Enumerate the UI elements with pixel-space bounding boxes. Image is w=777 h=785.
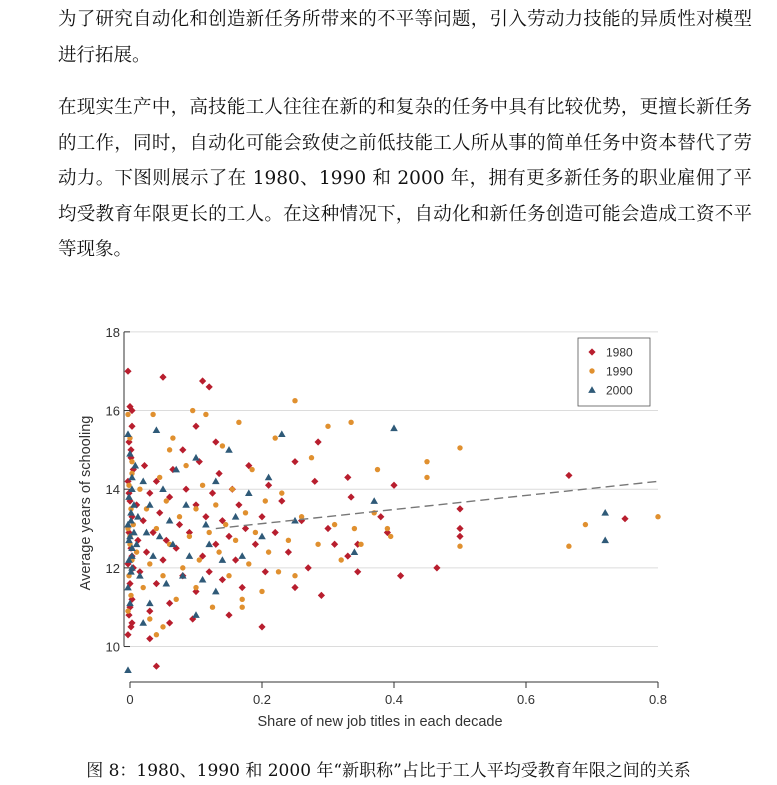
point-1990 xyxy=(243,510,248,515)
point-1990 xyxy=(147,561,152,566)
x-tick-label: 0.4 xyxy=(384,692,404,707)
point-1990 xyxy=(157,475,162,480)
point-1990 xyxy=(216,549,221,554)
point-1990 xyxy=(226,573,231,578)
point-1990 xyxy=(246,561,251,566)
point-1990 xyxy=(233,538,238,543)
point-1990 xyxy=(325,424,330,429)
point-1990 xyxy=(137,487,142,492)
x-tick-label: 0.6 xyxy=(516,692,536,707)
point-1990 xyxy=(240,597,245,602)
point-1990 xyxy=(457,445,462,450)
y-tick-label: 14 xyxy=(105,482,120,498)
point-1990 xyxy=(457,544,462,549)
intro-paragraph: 为了研究自动化和创造新任务所带来的不平等问题，引入劳动力技能的异质性对模型进行拓展。 xyxy=(58,9,752,66)
point-1990 xyxy=(249,467,254,472)
point-1990 xyxy=(339,557,344,562)
point-1990 xyxy=(388,534,393,539)
y-tick-label: 10 xyxy=(105,639,120,655)
point-1990 xyxy=(170,435,175,440)
y-tick-label: 16 xyxy=(105,403,120,419)
point-1990 xyxy=(164,498,169,503)
point-1990 xyxy=(200,483,205,488)
point-1990 xyxy=(187,534,192,539)
point-1990 xyxy=(292,398,297,403)
x-tick-label: 0.2 xyxy=(252,692,272,707)
point-1990 xyxy=(358,542,363,547)
point-1990 xyxy=(193,506,198,511)
point-1990 xyxy=(309,455,314,460)
point-1990 xyxy=(230,487,235,492)
legend-label: 1990 xyxy=(606,364,633,379)
point-1990 xyxy=(220,443,225,448)
body-paragraph: 在现实生产中，高技能工人往往在新的和复杂的任务中具有比较优势，更擅长新任务的工作，同时，自动化可能会致使之前低技能工人所从事的简单任务中资本替代了劳动力。下图则展示了在 1980、1990 和 2000 年，拥有更多新任务的职业雇佣了平均受教育年限更长的工人。在这种情况下，自动化和新任务创造可能会造成工资不平等现象。 xyxy=(58,97,752,260)
x-tick-label: 0.8 xyxy=(648,692,668,707)
point-1990 xyxy=(236,420,241,425)
point-1990 xyxy=(655,514,660,519)
point-1990 xyxy=(207,530,212,535)
point-1990 xyxy=(160,573,165,578)
point-1990 xyxy=(125,412,130,417)
point-1990 xyxy=(213,502,218,507)
point-1990 xyxy=(128,593,133,598)
point-1990 xyxy=(276,569,281,574)
point-1990 xyxy=(348,420,353,425)
legend-label: 2000 xyxy=(606,383,633,398)
point-1990 xyxy=(177,514,182,519)
point-1990 xyxy=(259,589,264,594)
point-1990 xyxy=(315,542,320,547)
point-1990 xyxy=(174,597,179,602)
point-1990 xyxy=(129,459,134,464)
point-1990 xyxy=(154,526,159,531)
x-axis-title: Share of new job titles in each decade xyxy=(257,714,503,730)
point-1990 xyxy=(583,522,588,527)
legend xyxy=(578,338,650,406)
point-1990 xyxy=(279,490,284,495)
point-1990 xyxy=(253,530,258,535)
point-1990 xyxy=(286,538,291,543)
point-1990 xyxy=(424,459,429,464)
y-tick-label: 12 xyxy=(105,560,120,576)
point-1990 xyxy=(385,526,390,531)
point-1990 xyxy=(197,557,202,562)
point-1990 xyxy=(210,605,215,610)
point-1990 xyxy=(180,565,185,570)
point-1990 xyxy=(147,616,152,621)
y-axis-title: Average years of schooling xyxy=(78,415,94,591)
y-tick-label: 18 xyxy=(105,324,120,340)
point-1990 xyxy=(566,544,571,549)
point-1990 xyxy=(193,585,198,590)
point-1990 xyxy=(203,412,208,417)
point-1990 xyxy=(154,632,159,637)
point-1990 xyxy=(375,467,380,472)
schooling-scatter-chart xyxy=(60,312,680,742)
point-1990 xyxy=(126,483,131,488)
point-1990 xyxy=(424,475,429,480)
point-1990 xyxy=(240,605,245,610)
figure-caption: 图 8：1980、1990 和 2000 年“新职称”占比于工人平均受教育年限之间的关系 xyxy=(86,761,691,781)
point-1990 xyxy=(150,412,155,417)
point-1990 xyxy=(190,408,195,413)
point-1990 xyxy=(273,435,278,440)
legend-marker-1990 xyxy=(589,368,594,373)
point-1990 xyxy=(352,526,357,531)
point-1990 xyxy=(292,573,297,578)
x-tick-label: 0 xyxy=(126,692,134,707)
point-1990 xyxy=(266,549,271,554)
point-1990 xyxy=(160,624,165,629)
point-1990 xyxy=(167,447,172,452)
point-1990 xyxy=(125,608,130,613)
point-1990 xyxy=(223,522,228,527)
legend-label: 1980 xyxy=(606,345,633,360)
point-1990 xyxy=(263,498,268,503)
point-1990 xyxy=(332,522,337,527)
point-1990 xyxy=(183,463,188,468)
point-1990 xyxy=(141,585,146,590)
